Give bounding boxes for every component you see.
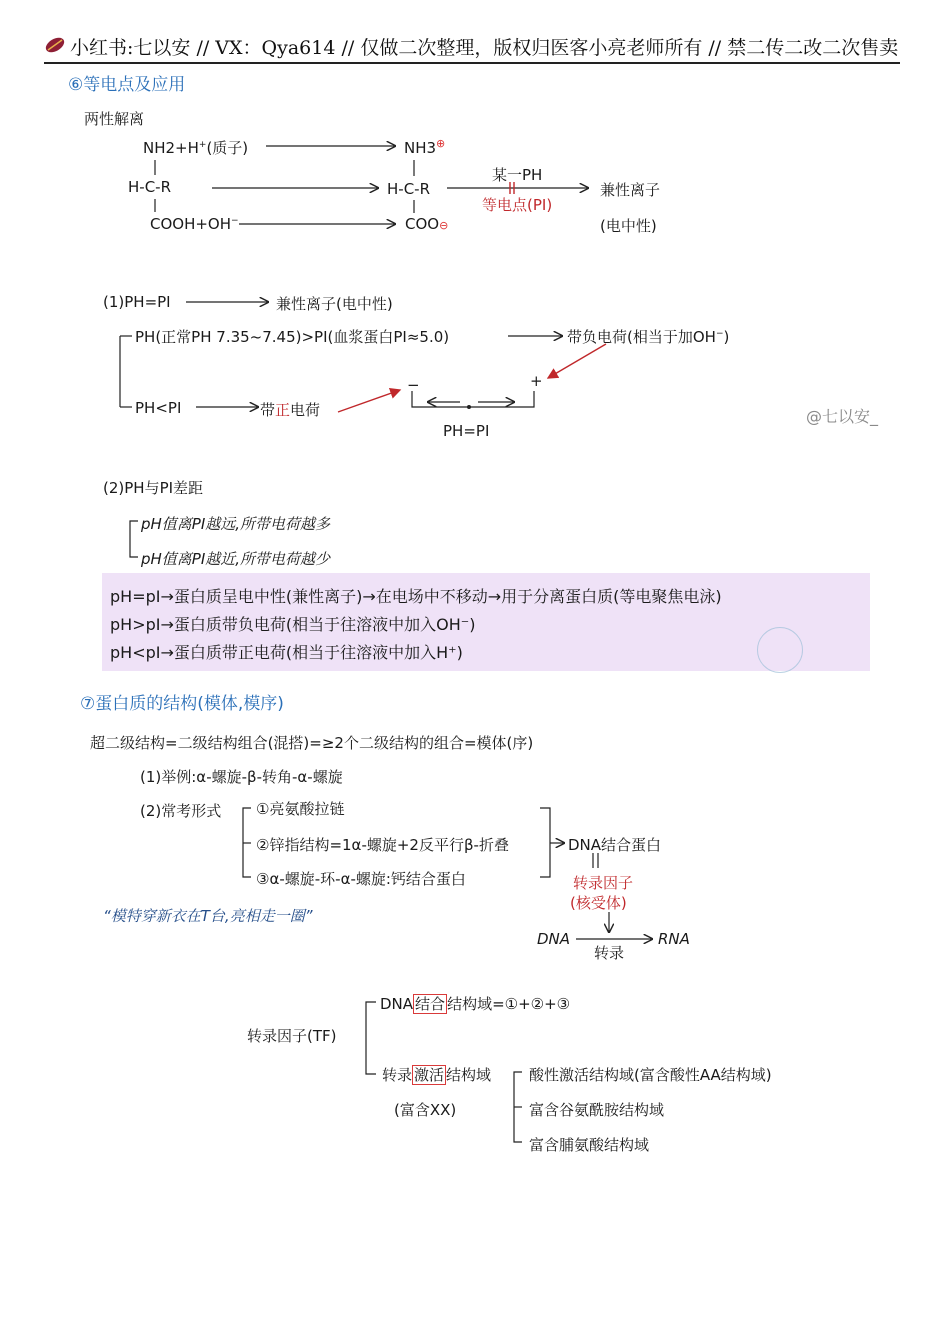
positive-charge-text: 带正电荷	[260, 401, 321, 419]
rich-xx-label: (富含XX)	[394, 1101, 457, 1119]
far-text: pH值离PI越远,所带电荷越多	[141, 515, 331, 533]
isoelectric-point-label: 等电点(PI)	[482, 196, 553, 214]
summary-line-2: pH>pI→蛋白质带负电荷(相当于往溶液中加入OH⁻)	[110, 615, 476, 634]
ph-greater-text: PH(正常PH 7.35~7.45)>PI(血浆蛋白PI≈5.0)	[135, 328, 450, 346]
watermark-text: @七以安_	[806, 407, 879, 426]
nh2-text: NH2+H+(质子)	[143, 139, 249, 157]
case1-label: (1)PH=PI	[103, 293, 171, 311]
proline-domain: 富含脯氨酸结构域	[529, 1136, 650, 1154]
zwitterion-label: 兼性离子	[600, 181, 661, 199]
form-3: ③α-螺旋-环-α-螺旋:钙结合蛋白	[256, 870, 466, 888]
hcr-right: H-C-R	[387, 180, 431, 198]
header-text: 小红书:七以安 // VX：Qya614 // 仅做二次整理，版权归医客小亮老师所有 // 禁二传二改二次售卖	[70, 37, 899, 59]
summary-line-3: pH<pI→蛋白质带正电荷(相当于往溶液中加入H⁺)	[110, 643, 463, 662]
tf-full-label: 转录因子(TF)	[247, 1027, 337, 1045]
negative-charge-text: 带负电荷(相当于加OH−)	[567, 328, 730, 346]
summary-line-1: pH=pI→蛋白质呈电中性(兼性离子)→在电场中不移动→用于分离蛋白质(等电聚焦电泳)	[110, 587, 722, 606]
section-6-title: ⑥等电点及应用	[68, 75, 186, 95]
acidic-domain: 酸性激活结构域(富含酸性AA结构域)	[529, 1066, 772, 1084]
coo-text: COO⊖	[405, 215, 449, 233]
minus-pole: −	[407, 376, 420, 394]
dna-binding-protein: DNA结合蛋白	[568, 836, 662, 854]
amphoteric-label: 两性解离	[84, 110, 145, 128]
section-7-title: ⑦蛋白质的结构(模体,模序)	[80, 694, 284, 714]
glutamine-domain: 富含谷氨酰胺结构域	[529, 1101, 665, 1119]
case2-label: (2)PH与PI差距	[103, 479, 204, 497]
mnemonic-quote: “模特穿新衣在T台,亮相走一圈”	[103, 907, 313, 925]
case1-result: 兼性离子(电中性)	[276, 295, 393, 313]
neutral-label: (电中性)	[600, 217, 657, 235]
hcr-left: H-C-R	[128, 178, 172, 196]
dna-binding-domain: DNA 结合 结构域=①+②+③	[380, 995, 571, 1013]
ph-eq-pi-label: PH=PI	[443, 422, 490, 440]
transcription-factor-red: 转录因子	[573, 874, 634, 892]
form-1: ①亮氨酸拉链	[256, 800, 345, 818]
activation-domain: 转录 激活 结构域	[382, 1066, 492, 1084]
cooh-text: COOH+OH−	[150, 215, 239, 233]
nh3-text: NH3⊕	[404, 137, 446, 157]
supersecondary-def: 超二级结构=二级结构组合(混搭)=≥2个二级结构的组合=模体(序)	[90, 734, 534, 752]
nuclear-receptor-red: (核受体)	[570, 894, 627, 912]
plus-pole: +	[530, 372, 543, 390]
forms-label: (2)常考形式	[140, 802, 222, 820]
form-2: ②锌指结构=1α-螺旋+2反平行β-折叠	[256, 836, 509, 854]
example-text: (1)举例:α-螺旋-β-转角-α-螺旋	[140, 768, 343, 786]
ph-less-text: PH<PI	[135, 399, 182, 417]
certain-ph-label: 某一PH	[492, 166, 543, 184]
dna-label: DNA	[537, 930, 571, 948]
transcription-label: 转录	[594, 944, 625, 962]
near-text: pH值离PI越近,所带电荷越少	[141, 550, 331, 568]
rna-label: RNA	[658, 930, 690, 948]
